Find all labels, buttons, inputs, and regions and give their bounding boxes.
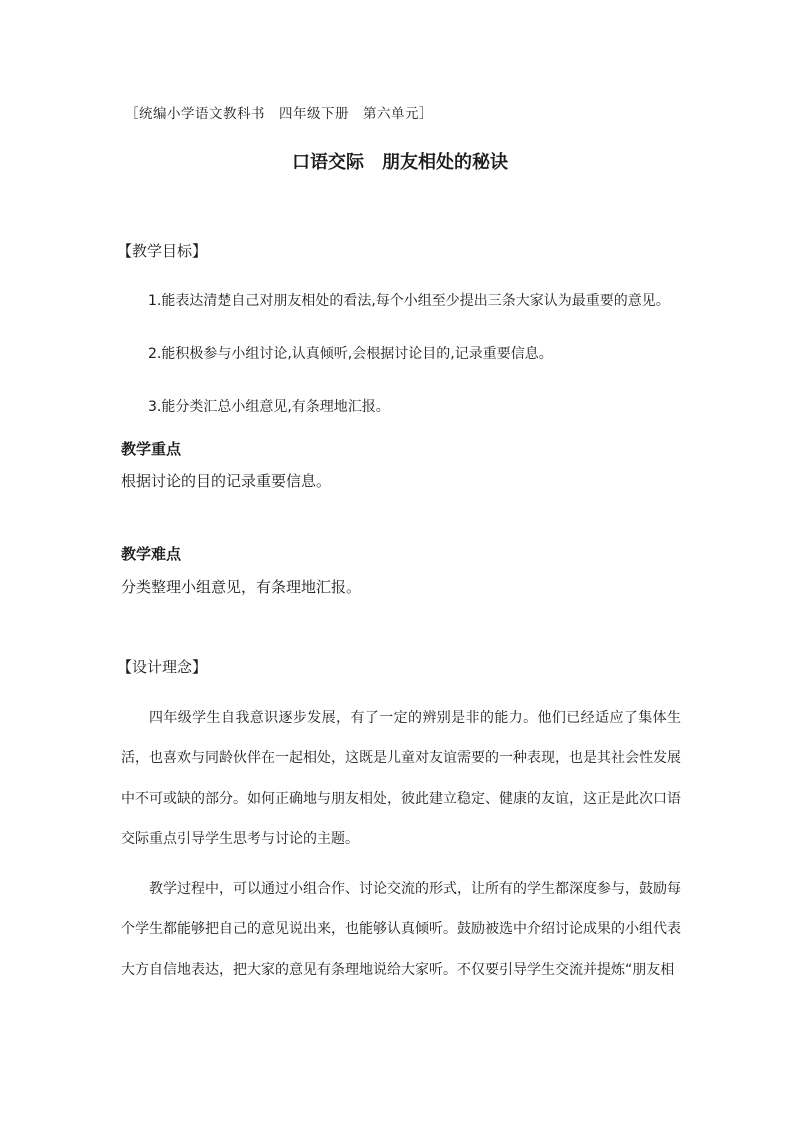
- philosophy-paragraph: 教学过程中，可以通过小组合作、讨论交流的形式，让所有的学生都深度参与，鼓励每个学生都能够把自己的意见说出来，也能够认真倾听。鼓励被选中介绍讨论成果的小组代表大方自信地表达，把大家的意见有条理地说给大家听。不仅要引导学生交流并提炼“朋友相: [121, 881, 681, 978]
- key-point-heading: 教学重点: [121, 440, 182, 458]
- objective-item: 1.能表达清楚自己对朋友相处的看法,每个小组至少提出三条大家认为最重要的意见。: [148, 293, 670, 309]
- objective-item: 2.能积极参与小组讨论,认真倾听,会根据讨论目的,记录重要信息。: [148, 346, 553, 362]
- key-point-text: 根据讨论的目的记录重要信息。: [121, 472, 332, 490]
- textbook-header: ［统编小学语文教科书 四年级下册 第六单元］: [125, 106, 433, 122]
- philosophy-heading: 【设计理念】: [117, 658, 208, 676]
- page-title: 口语交际 朋友相处的秘诀: [292, 152, 508, 173]
- objectives-heading: 【教学目标】: [117, 242, 208, 260]
- philosophy-paragraph: 四年级学生自我意识逐步发展，有了一定的辨别是非的能力。他们已经适应了集体生活，也喜欢与同龄伙伴在一起相处，这既是儿童对友谊需要的一种表现，也是其社会性发展中不可或缺的部分。如何正确地与朋友相处，彼此建立稳定、健康的友谊，这正是此次口语交际重点引导学生思考与讨论的主题。: [121, 710, 681, 847]
- objective-item: 3.能分类汇总小组意见,有条理地汇报。: [148, 399, 390, 415]
- difficulty-heading: 教学难点: [121, 545, 182, 563]
- difficulty-text: 分类整理小组意见，有条理地汇报。: [121, 578, 362, 596]
